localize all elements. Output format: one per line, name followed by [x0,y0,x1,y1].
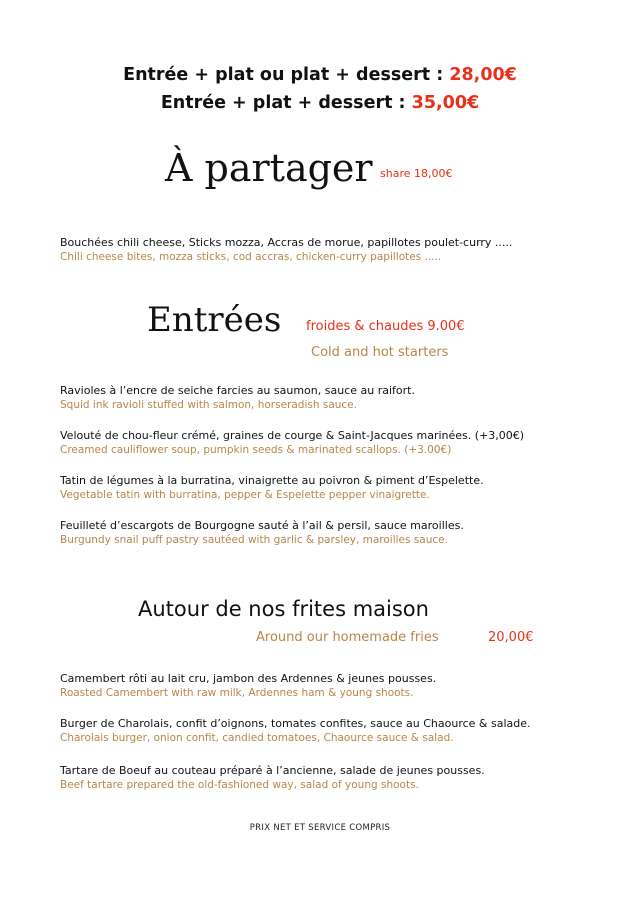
starters-note: froides & chaudes 9.00€ [306,319,465,334]
formula-price: 35,00€ [411,93,480,113]
starter-item-en: Vegetable tatin with burratina, pepper & Espelette pepper vinaigrette. [60,489,430,501]
fries-title: Autour de nos frites maison [138,597,429,621]
sharing-item-fr: Bouchées chili cheese, Sticks mozza, Accras de morue, papillotes poulet-curry ..... [60,236,513,249]
formula-line-1 [0,65,640,85]
fries-item-en: Charolais burger, onion confit, candied tomatoes, Chaource sauce & salad. [60,732,454,744]
starter-item-en: Creamed cauliflower soup, pumpkin seeds & marinated scallops. (+3.00€) [60,444,452,456]
starter-item-fr: Ravioles à l’encre de seiche farcies au saumon, sauce au raifort. [60,384,415,397]
fries-item-fr: Burger de Charolais, confit d’oignons, tomates confites, sauce au Chaource & salade. [60,717,531,730]
formula-price: 28,00€ [449,65,517,85]
starter-item-fr: Tatin de légumes à la burratina, vinaigrette au poivron & piment d’Espelette. [60,474,484,487]
formula-label: Entrée + plat ou plat + dessert : [123,65,450,85]
starters-title: Entrées [147,300,282,340]
sharing-item-en: Chili cheese bites, mozza sticks, cod accras, chicken-curry papillotes ..... [60,251,442,263]
fries-subtitle: Around our homemade fries [256,630,439,645]
starter-item-en: Squid ink ravioli stuffed with salmon, horseradish sauce. [60,399,357,411]
starter-item-fr: Velouté de chou-fleur crémé, graines de courge & Saint-Jacques marinées. (+3,00€) [60,429,525,442]
starters-subtitle: Cold and hot starters [311,345,449,360]
fries-item-fr: Camembert rôti au lait cru, jambon des Ardennes & jeunes pousses. [60,672,437,685]
sharing-note: share 18,00€ [380,167,453,180]
sharing-title: À partager [165,146,373,190]
fries-price: 20,00€ [488,630,534,645]
formula-line-2 [0,93,640,113]
formula-label: Entrée + plat + dessert : [160,93,412,113]
starter-item-en: Burgundy snail puff pastry sautéed with garlic & parsley, maroilles sauce. [60,534,448,546]
fries-item-en: Roasted Camembert with raw milk, Ardennes ham & young shoots. [60,687,414,699]
footer-note: PRIX NET ET SERVICE COMPRIS [249,823,391,833]
fries-item-en: Beef tartare prepared the old-fashioned way, salad of young shoots. [60,779,419,791]
fries-item-fr: Tartare de Boeuf au couteau préparé à l’ancienne, salade de jeunes pousses. [60,764,485,777]
starter-item-fr: Feuilleté d’escargots de Bourgogne sauté à l’ail & persil, sauce maroilles. [60,519,464,532]
